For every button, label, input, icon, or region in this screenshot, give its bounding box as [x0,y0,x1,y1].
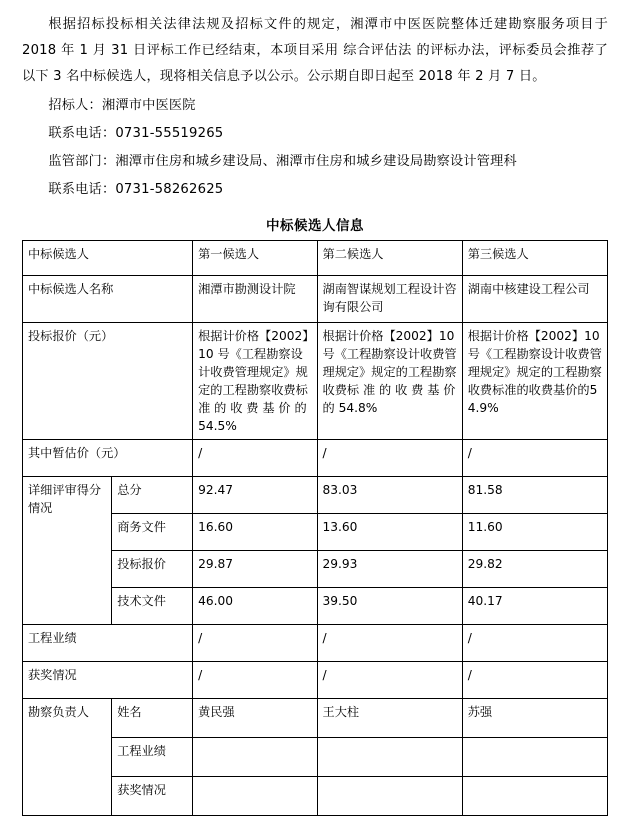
row-label-survey-leader: 勘察负责人 [23,699,112,816]
cell-technical-doc-2: 39.50 [317,588,462,625]
subrow-label-leader-awards: 获奖情况 [112,777,193,816]
cell-project-performance-3: / [462,625,607,662]
cell-business-doc-2: 13.60 [317,514,462,551]
row-label-provisional-price: 其中暂估价（元） [23,440,193,477]
intro-paragraph: 根据招标投标相关法律法规及招标文件的规定，湘潭市中医医院整体迁建勘察服务项目于 2018 年 1 月 31 日评标工作已经结束，本项目采用 综合评估法 的评标办法，评标委员会推荐了以下 3 名中标候选人，现将相关信息予以公示。公示期自即日起至 2018 年 2 月 7 日。 [22,17,608,84]
cell-project-performance-2: / [317,625,462,662]
cell-business-doc-1: 16.60 [193,514,317,551]
cell-bid-price-3: 根据计价格【2002】10 号《工程勘察设计收费管理规定》规定的工程勘察收费标准的收费基价的54.9% [462,323,607,440]
header-cell-second: 第二候选人 [317,241,462,276]
cell-total-score-3: 81.58 [462,477,607,514]
row-label-detail-review: 详细评审得分情况 [23,477,112,625]
cell-bid-quote-2: 29.93 [317,551,462,588]
subrow-label-technical-doc: 技术文件 [112,588,193,625]
cell-candidate-name-2: 湖南智谋规划工程设计咨询有限公司 [317,276,462,323]
cell-total-score-2: 83.03 [317,477,462,514]
table-title: 中标候选人信息 [266,218,364,234]
header-cell-candidate: 中标候选人 [23,241,193,276]
cell-leader-awards-3 [462,777,607,816]
cell-project-performance-1: / [193,625,317,662]
cell-leader-performance-2 [317,738,462,777]
cell-business-doc-3: 11.60 [462,514,607,551]
table-row [23,662,608,699]
subrow-label-bid-quote: 投标报价 [112,551,193,588]
cell-awards-1: / [193,662,317,699]
cell-awards-2: / [317,662,462,699]
table-row [23,323,608,440]
row-label-awards: 获奖情况 [23,662,193,699]
cell-technical-doc-3: 40.17 [462,588,607,625]
info-line-supervisor: 监管部门：湘潭市住房和城乡建设局、湘潭市住房和城乡建设局勘察设计管理科 [48,154,517,169]
cell-leader-name-3: 苏强 [462,699,607,738]
cell-bid-price-2: 根据计价格【2002】10 号《工程勘察设计收费管理规定》规定的工程勘察收费标 准 的 收 费 基 价 的 54.8% [317,323,462,440]
header-cell-third: 第三候选人 [462,241,607,276]
row-label-candidate-name: 中标候选人名称 [23,276,193,323]
cell-bid-quote-3: 29.82 [462,551,607,588]
table-row [23,440,608,477]
info-line-supervisor-phone: 联系电话：0731-58262625 [48,182,224,197]
table-row [23,477,608,514]
table-row [23,699,608,738]
cell-provisional-2: / [317,440,462,477]
cell-leader-name-2: 王大柱 [317,699,462,738]
cell-bid-quote-1: 29.87 [193,551,317,588]
cell-leader-name-1: 黄民强 [193,699,317,738]
table-row [23,276,608,323]
cell-provisional-1: / [193,440,317,477]
info-line-tenderer: 招标人：湘潭市中医医院 [48,98,196,113]
cell-leader-performance-1 [193,738,317,777]
cell-leader-awards-2 [317,777,462,816]
cell-leader-performance-3 [462,738,607,777]
subrow-label-total-score: 总分 [112,477,193,514]
table-header-row [23,241,608,276]
subrow-label-leader-performance: 工程业绩 [112,738,193,777]
row-label-bid-price: 投标报价（元） [23,323,193,440]
table-row [23,625,608,662]
cell-leader-awards-1 [193,777,317,816]
cell-provisional-3: / [462,440,607,477]
subrow-label-business-doc: 商务文件 [112,514,193,551]
row-label-project-performance: 工程业绩 [23,625,193,662]
cell-candidate-name-3: 湖南中核建设工程公司 [462,276,607,323]
info-line-tenderer-phone: 联系电话：0731-55519265 [48,126,224,141]
subrow-label-name: 姓名 [112,699,193,738]
cell-technical-doc-1: 46.00 [193,588,317,625]
cell-awards-3: / [462,662,607,699]
candidate-info-table [22,240,608,816]
cell-bid-price-1: 根据计价格【2002】10 号《工程勘察设计收费管理规定》规定的工程勘察收费标准 的 收 费 基 价 的 54.5% [193,323,317,440]
cell-total-score-1: 92.47 [193,477,317,514]
header-cell-first: 第一候选人 [193,241,317,276]
cell-candidate-name-1: 湘潭市勘测设计院 [193,276,317,323]
